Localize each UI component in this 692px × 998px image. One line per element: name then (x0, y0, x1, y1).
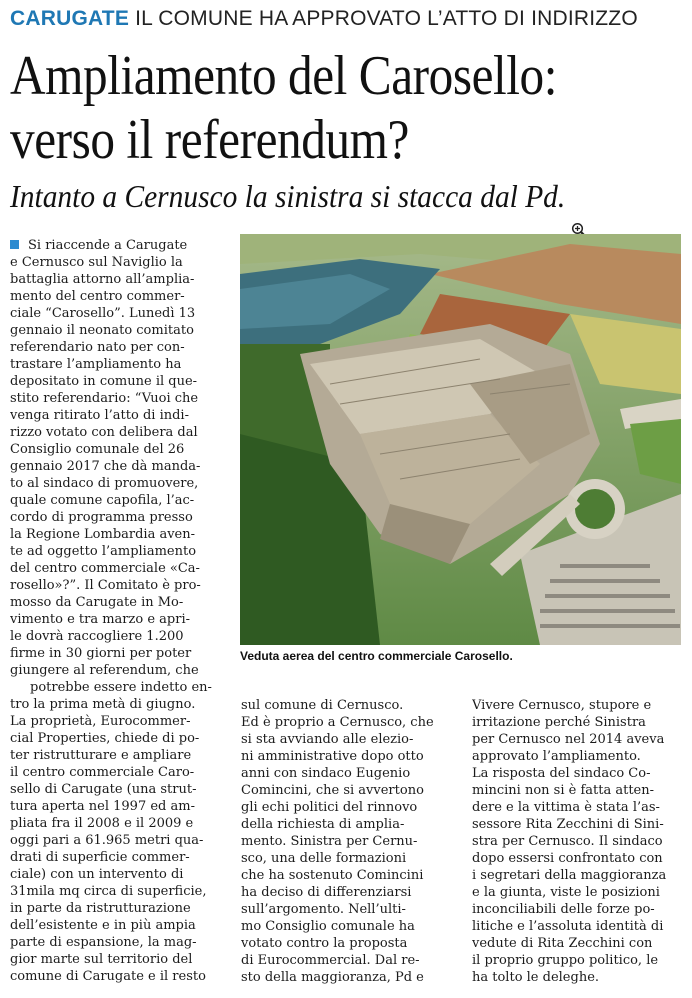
section-kicker (10, 6, 638, 32)
text-line: to al sindaco di promuovere, (10, 476, 199, 491)
text-line: dopo essersi confrontato con (472, 851, 663, 866)
text-line: le dovrà raccogliere 1.200 (10, 629, 184, 644)
text-line: 31mila mq circa di superficie, (10, 884, 207, 899)
headline-line-1: Ampliamento del Carosello: (10, 45, 557, 107)
text-line: sello di Carugate (una strut- (10, 782, 197, 797)
text-line: oggi pari a 61.965 metri qua- (10, 833, 204, 848)
text-line: votato contro la proposta (241, 936, 408, 951)
text-line: della richiesta di amplia- (241, 817, 405, 832)
text-line: anni con sindaco Eugenio (241, 766, 411, 781)
text-line: ha deciso di differenziarsi (241, 885, 412, 900)
text-line: tura aperta nel 1997 ed am- (10, 799, 195, 814)
text-line: i segretari della maggioranza (472, 868, 667, 883)
text-line: quale comune capofila, l’ac- (10, 493, 195, 508)
text-line: mosso da Carugate in Mo- (10, 595, 184, 610)
text-line: stra per Cernusco. Il sindaco (472, 834, 663, 849)
text-line: il centro commerciale Caro- (10, 765, 195, 780)
text-line: sull’argomento. Nell’ulti- (241, 902, 406, 917)
text-line: gior marte sul territorio del (10, 952, 193, 967)
text-line: sul comune di Cernusco. (241, 698, 404, 713)
kicker-topic: IL COMUNE HA APPROVATO L’ATTO DI INDIRIZZO (135, 7, 638, 30)
subheadline: Intanto a Cernusco la sinistra si stacca dal Pd. (10, 178, 566, 214)
text-line: firme in 30 giorni per poter (10, 646, 192, 661)
aerial-photo (240, 234, 681, 645)
text-line: trastare l’ampliamento ha (10, 357, 182, 372)
text-line: dere e la vittima è stata l’as- (472, 800, 660, 815)
text-line: ni amministrative dopo otto (241, 749, 424, 764)
text-line: e la giunta, viste le posizioni (472, 885, 660, 900)
headline (10, 44, 608, 172)
text-line: La proprietà, Eurocommer- (10, 714, 191, 729)
text-line-content: Si riaccende a Carugate (28, 238, 188, 253)
text-line: Consiglio comunale del 26 (10, 442, 185, 457)
text-line: battaglia attorno all’amplia- (10, 272, 195, 287)
article-column-3 (472, 697, 687, 986)
text-line: approvato l’ampliamento. (472, 749, 641, 764)
text-line: dell’esistente e in più ampia (10, 918, 196, 933)
text-line: e Cernusco sul Naviglio la (10, 255, 183, 270)
text-line: sessore Rita Zecchini di Sini- (472, 817, 664, 832)
text-line: stito referendario: “Vuoi che (10, 391, 199, 406)
headline-line-2: verso il referendum? (10, 109, 409, 171)
photo-caption: Veduta aerea del centro commerciale Carosello. (240, 649, 513, 663)
text-line: drati di superficie commer- (10, 850, 190, 865)
text-line: si sta avviando alle elezio- (241, 732, 414, 747)
text-line: ter ristrutturare e ampliare (10, 748, 192, 763)
text-line: irritazione perché Sinistra (472, 715, 646, 730)
text-line: comune di Carugate e il resto (10, 969, 206, 984)
text-line: mento del centro commer- (10, 289, 185, 304)
text-line: ha tolto le deleghe. (472, 970, 600, 985)
kicker-city: CARUGATE (10, 7, 130, 30)
text-line: mo Consiglio comunale ha (241, 919, 415, 934)
text-line: inconciliabili delle forze po- (472, 902, 655, 917)
text-line: La risposta del sindaco Co- (472, 766, 651, 781)
text-line: sto della maggioranza, Pd e (241, 970, 424, 985)
text-line: Vivere Cernusco, stupore e (472, 698, 652, 713)
text-line: litiche e l’assoluta identità di (472, 919, 664, 934)
text-line: cial Properties, chiede di po- (10, 731, 200, 746)
text-line: rizzo votato con delibera dal (10, 425, 198, 440)
text-line: pliata fra il 2008 e il 2009 e (10, 816, 194, 831)
text-line: in parte da ristrutturazione (10, 901, 191, 916)
text-line: del centro commerciale «Ca- (10, 561, 200, 576)
text-line: per Cernusco nel 2014 aveva (472, 732, 665, 747)
text-line: referendario nato per con- (10, 340, 185, 355)
text-line: vimento e tra marzo e apri- (10, 612, 190, 627)
text-line: mincini non si è fatta atten- (472, 783, 654, 798)
text-line: gli echi politici del rinnovo (241, 800, 418, 815)
text-line: vedute di Rita Zecchini con (472, 936, 653, 951)
text-line: Ed è proprio a Cernusco, che (241, 715, 434, 730)
text-line: di Eurocommercial. Dal re- (241, 953, 420, 968)
text-line: la Regione Lombardia aven- (10, 527, 196, 542)
text-line: cordo di programma presso (10, 510, 193, 525)
text-line: giungere al referendum, che (10, 663, 199, 678)
text-line: te ad oggetto l’ampliamento (10, 544, 197, 559)
text-line: depositato in comune il que- (10, 374, 198, 389)
text-line: tro la prima metà di giugno. (10, 697, 196, 712)
text-line: venga ritirato l’atto di indi- (10, 408, 189, 423)
text-line: ciale “Carosello”. Lunedì 13 (10, 306, 196, 321)
article-column-2 (241, 697, 459, 986)
article-column-1 (10, 237, 230, 985)
text-line: mento. Sinistra per Cernu- (241, 834, 418, 849)
bullet-square-icon (10, 240, 19, 249)
text-line: che ha sostenuto Comincini (241, 868, 424, 883)
text-line: sco, una delle formazioni (241, 851, 407, 866)
text-line (10, 237, 230, 254)
text-line: potrebbe essere indetto en- (30, 680, 212, 695)
text-line: parte di espansione, la mag- (10, 935, 197, 950)
text-line: rosello»?”. Il Comitato è pro- (10, 578, 201, 593)
text-line: gennaio 2017 che dà manda- (10, 459, 201, 474)
text-line: Comincini, che si avvertono (241, 783, 424, 798)
text-line: ciale) con un intervento di (10, 867, 184, 882)
text-line: gennaio il neonato comitato (10, 323, 194, 338)
text-line: il proprio gruppo politico, le (472, 953, 659, 968)
